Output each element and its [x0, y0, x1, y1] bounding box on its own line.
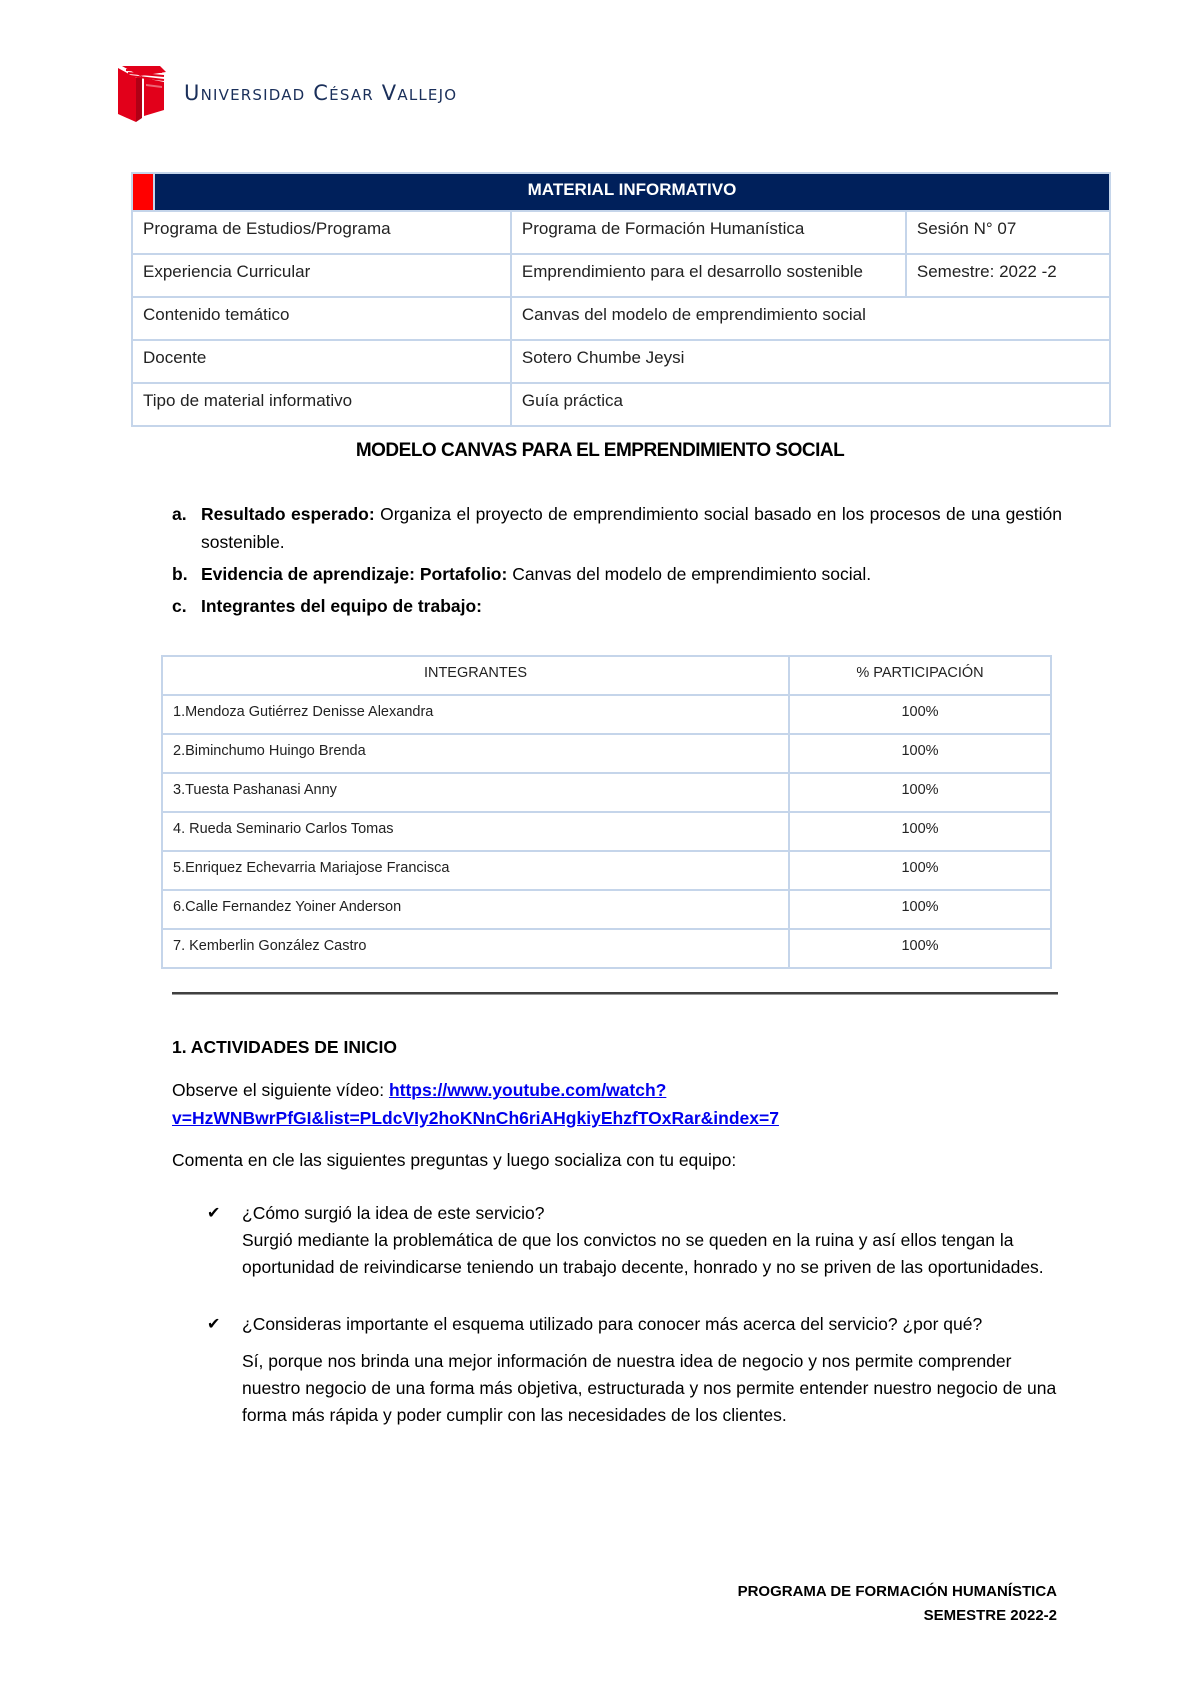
info-row	[132, 340, 1110, 383]
youtube-link[interactable]: https://www.youtube.com/watch?	[388, 1080, 667, 1100]
section-title: 1. ACTIVIDADES DE INICIO	[172, 1037, 397, 1057]
info-label: Contenido temático	[132, 297, 511, 340]
footer-program: PROGRAMA DE FORMACIÓN HUMANÍSTICA	[737, 1583, 1057, 1600]
member-name: 6.Calle Fernandez Yoiner Anderson	[162, 890, 789, 929]
team-members-table	[161, 655, 1052, 969]
questions-list	[207, 1200, 1057, 1429]
university-name: Universidad César Vallejo	[184, 81, 458, 105]
section-activities	[172, 1037, 1062, 1171]
objective-label: Integrantes del equipo de trabajo:	[201, 596, 483, 616]
info-value: Canvas del modelo de emprendimiento social	[511, 297, 1110, 340]
objectives-list	[172, 500, 1062, 624]
info-value: Emprendimiento para el desarrollo sostenible	[511, 254, 906, 297]
question-text: ¿Consideras importante el esquema utilizado para conocer más acerca del servicio? ¿por qué?	[242, 1314, 983, 1334]
answer-text: Sí, porque nos brinda una mejor información de nuestra idea de negocio y nos permite comprender nuestro negocio de una forma más objetiva, estructurada y nos permite entender nuestro negocio de una forma más rápida y poder cumplir con las necesidades de los clientes.	[242, 1351, 1057, 1425]
session-number: Sesión N° 07	[906, 211, 1110, 254]
info-row	[132, 297, 1110, 340]
member-participation: 100%	[789, 890, 1051, 929]
objective-item	[172, 560, 1062, 588]
member-participation: 100%	[789, 773, 1051, 812]
member-participation: 100%	[789, 734, 1051, 773]
table-row	[162, 734, 1051, 773]
objective-label: Evidencia de aprendizaje: Portafolio:	[201, 564, 508, 584]
column-header-members: INTEGRANTES	[162, 656, 789, 695]
info-label: Docente	[132, 340, 511, 383]
question-text: ¿Cómo surgió la idea de este servicio?	[242, 1203, 545, 1223]
youtube-link-continued[interactable]: v=HzWNBwrPfGI&list=PLdcVIy2hoKNnCh6riAHgkiyEhzfTOxRar&index=7	[172, 1108, 779, 1128]
info-label: Tipo de material informativo	[132, 383, 511, 426]
objective-label: Resultado esperado:	[201, 504, 375, 524]
footer-semester: SEMESTRE 2022-2	[923, 1607, 1057, 1624]
team-table-header	[162, 656, 1051, 695]
video-prefix: Observe el siguiente vídeo:	[172, 1080, 389, 1100]
member-name: 4. Rueda Seminario Carlos Tomas	[162, 812, 789, 851]
info-row	[132, 254, 1110, 297]
info-value: Sotero Chumbe Jeysi	[511, 340, 1110, 383]
material-info-table	[131, 172, 1111, 427]
table-row	[162, 851, 1051, 890]
info-label: Programa de Estudios/Programa	[132, 211, 511, 254]
member-name: 5.Enriquez Echevarria Mariajose Francisca	[162, 851, 789, 890]
member-name: 1.Mendoza Gutiérrez Denisse Alexandra	[162, 695, 789, 734]
info-table-header	[132, 173, 1110, 211]
table-row	[162, 929, 1051, 968]
member-participation: 100%	[789, 929, 1051, 968]
red-accent-block	[132, 173, 154, 211]
objective-item	[172, 592, 1062, 620]
info-label: Experiencia Curricular	[132, 254, 511, 297]
list-marker: a.	[172, 504, 187, 524]
document-title: MODELO CANVAS PARA EL EMPRENDIMIENTO SOCIAL	[355, 440, 845, 461]
column-header-participation: % PARTICIPACIÓN	[789, 656, 1051, 695]
video-instruction	[172, 1076, 1062, 1132]
semester: Semestre: 2022 -2	[906, 254, 1110, 297]
member-participation: 100%	[789, 851, 1051, 890]
info-table-title: MATERIAL INFORMATIVO	[154, 173, 1110, 211]
ucv-book-icon	[116, 64, 168, 122]
answer-text: Surgió mediante la problemática de que los convictos no se queden en la ruina y así ellos tengan la oportunidad de reivindicarse teniendo un trabajo decente, honrado y no se priven de las oportunidades.	[242, 1230, 1044, 1277]
page-footer	[738, 1580, 1057, 1628]
member-participation: 100%	[789, 812, 1051, 851]
member-participation: 100%	[789, 695, 1051, 734]
question-item	[207, 1311, 1057, 1429]
table-row	[162, 812, 1051, 851]
table-row	[162, 890, 1051, 929]
member-name: 2.Biminchumo Huingo Brenda	[162, 734, 789, 773]
checkmark-icon: ✔	[207, 1316, 221, 1333]
info-row	[132, 211, 1110, 254]
objective-text: Organiza el proyecto de emprendimiento social basado en los procesos de una gestión sostenible.	[201, 504, 1062, 552]
question-item	[207, 1200, 1057, 1281]
checkmark-icon: ✔	[207, 1205, 221, 1222]
table-row	[162, 695, 1051, 734]
objective-text: Canvas del modelo de emprendimiento social.	[507, 564, 872, 584]
table-row	[162, 773, 1051, 812]
member-name: 3.Tuesta Pashanasi Anny	[162, 773, 789, 812]
info-value: Guía práctica	[511, 383, 1110, 426]
info-row	[132, 383, 1110, 426]
comment-instruction: Comenta en cle las siguientes preguntas y luego socializa con tu equipo:	[172, 1150, 737, 1170]
horizontal-divider	[172, 992, 1058, 995]
list-marker: b.	[172, 564, 188, 584]
university-logo	[116, 64, 457, 122]
objective-item	[172, 500, 1062, 556]
list-marker: c.	[172, 596, 187, 616]
member-name: 7. Kemberlin González Castro	[162, 929, 789, 968]
info-value: Programa de Formación Humanística	[511, 211, 906, 254]
